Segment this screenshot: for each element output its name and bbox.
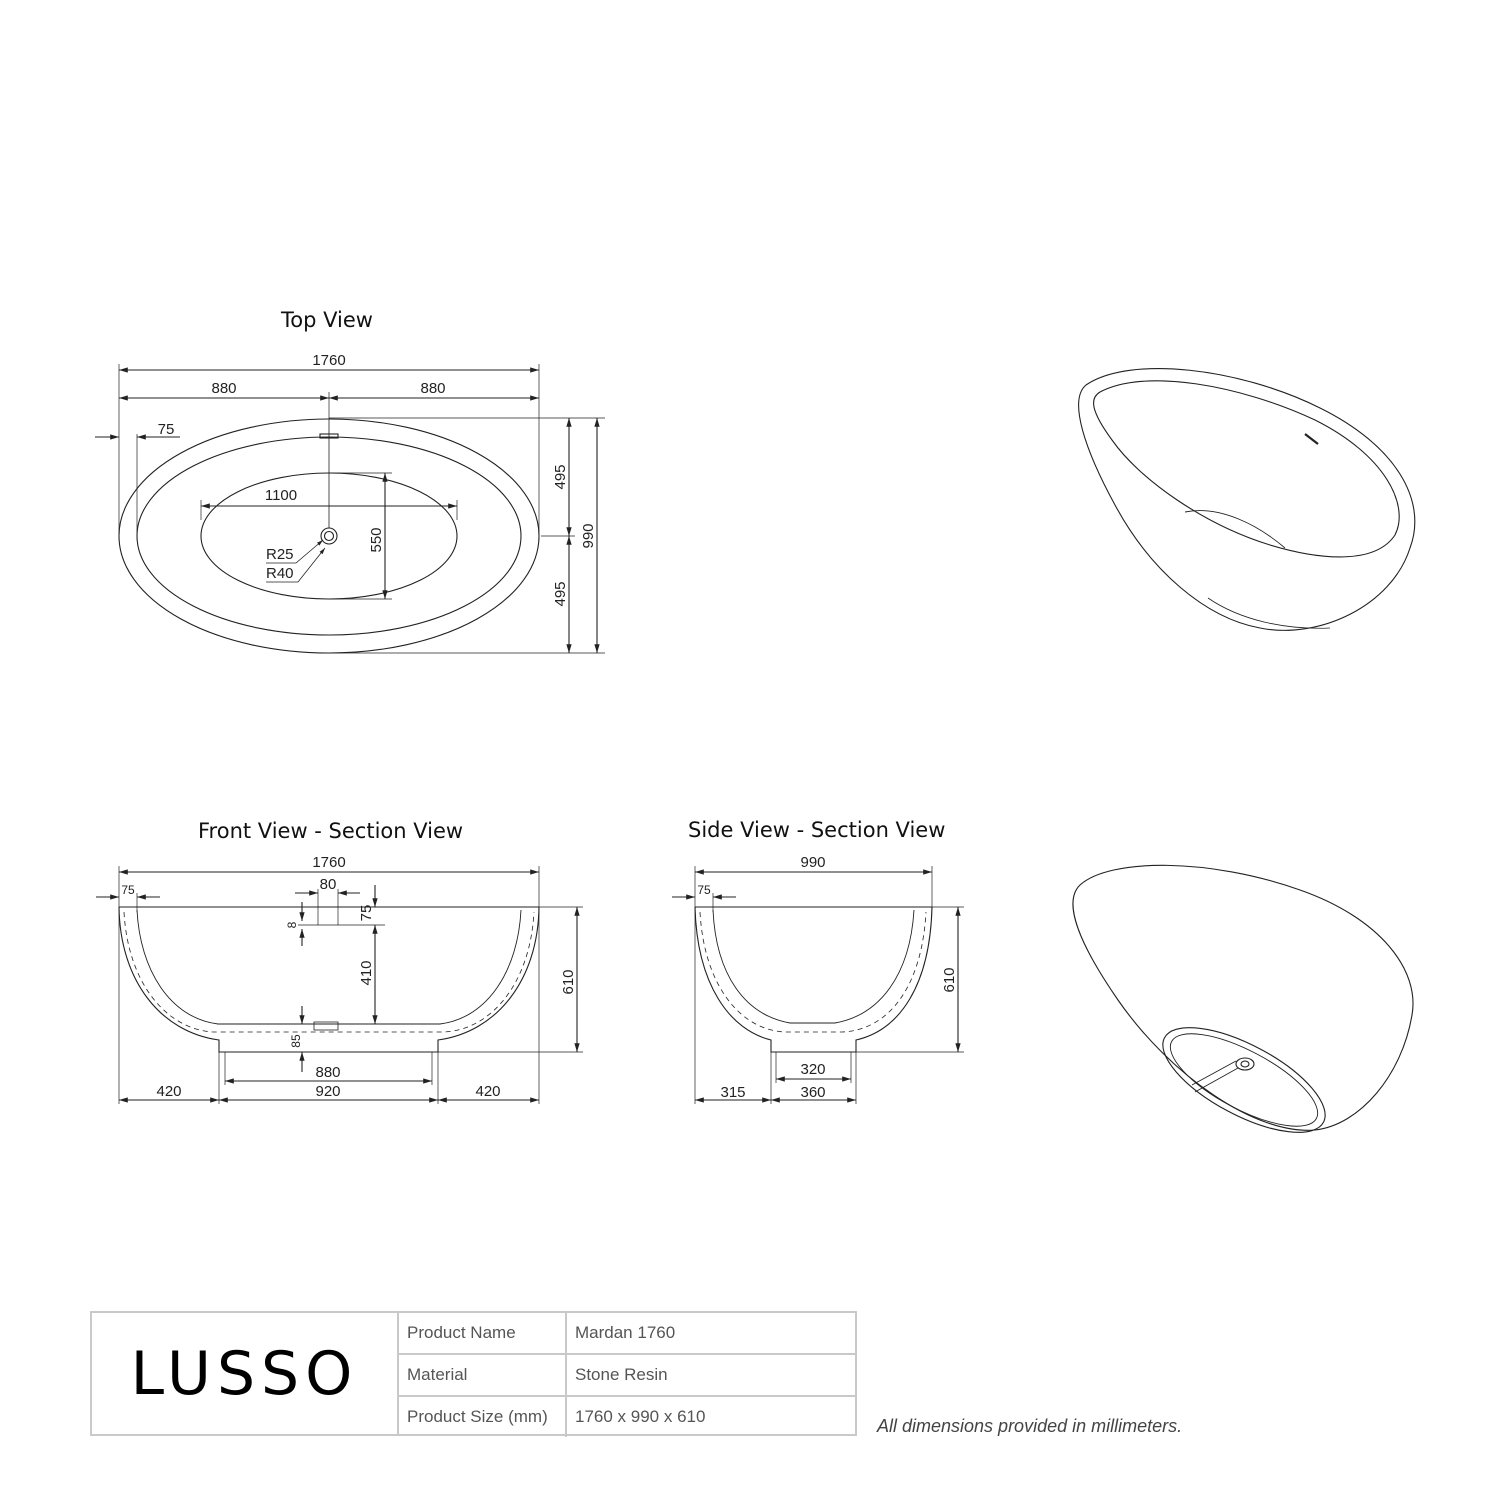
row-value: 1760 x 990 x 610 [575,1407,706,1426]
front-view-labels [121,854,577,1100]
dim-label: 1760 [312,352,346,369]
front-waste [314,1022,338,1030]
dim-label: 75 [697,883,711,897]
dim-label: 75 [121,883,135,897]
top-waste-outer [321,528,337,544]
logo-cell [92,1313,399,1434]
row-value: Stone Resin [566,1354,855,1396]
dim-label: R25 [266,546,294,563]
dim-label: 495 [552,581,569,607]
dim-label: 75 [157,421,175,438]
units-note: All dimensions provided in millimeters. [877,1416,1183,1436]
table-row [399,1354,855,1396]
iso-waste-inner [1241,1061,1249,1067]
top-view-title: Top View [281,308,373,332]
dim-label: 610 [941,967,958,993]
dim-label: 75 [358,904,375,922]
dim-label: 610 [560,969,577,995]
dim-label: 420 [156,1083,182,1100]
iso-foot-line [1208,598,1330,628]
dim-label: 550 [368,527,385,553]
row-label: Material [399,1354,566,1396]
row-label: Product Size (mm) [399,1396,566,1437]
dim-label: 880 [211,380,237,397]
dim-label: 315 [720,1084,746,1101]
iso-basin-line [1185,511,1285,548]
dim-label: 80 [319,876,337,893]
iso-overflow [1305,434,1318,444]
iso-outer-shell [1079,369,1415,631]
isometric-bottom-drawing [1073,865,1413,1153]
iso-rim-inner [1094,381,1400,557]
dim-label: 990 [800,854,826,871]
dim-label: 320 [800,1061,826,1078]
dim-label: 420 [475,1083,501,1100]
row-value: Mardan 1760 [566,1313,855,1354]
front-inner-profile [137,910,521,1024]
dim-label: 8 [285,921,299,929]
title-block [90,1311,857,1436]
row-label: Product Name [399,1313,566,1354]
dim-label: 495 [552,464,569,490]
side-view-title: Side View - Section View [688,818,946,842]
dim-label: 1760 [312,854,346,871]
brand-logo: LUSSO [130,1338,359,1409]
dim-label: 360 [800,1084,826,1101]
dim-label: 990 [580,523,597,549]
dim-label: 880 [420,380,446,397]
table-row [399,1396,855,1437]
dim-label: 880 [315,1064,341,1081]
side-view-labels [697,854,958,1101]
front-view-title: Front View - Section View [198,819,464,843]
iso-waste-outer [1236,1058,1254,1070]
dim-label: 920 [315,1083,341,1100]
side-inner-profile [713,910,914,1023]
front-hidden-profile [124,912,534,1032]
top-waste-inner [325,532,334,541]
side-hidden-profile [700,912,926,1032]
dim-label: 410 [358,960,375,986]
iso-pipe [1192,1061,1238,1092]
dim-label: 1100 [264,487,298,504]
table-row [399,1313,855,1354]
product-info-table [399,1313,855,1437]
isometric-top-drawing [1079,369,1415,631]
dim-label: R40 [266,565,294,582]
top-view-drawing [95,364,605,653]
iso-foot-outer [1148,1007,1340,1153]
dim-label: 85 [289,1034,303,1048]
iso-bottom-shell [1073,865,1413,1130]
